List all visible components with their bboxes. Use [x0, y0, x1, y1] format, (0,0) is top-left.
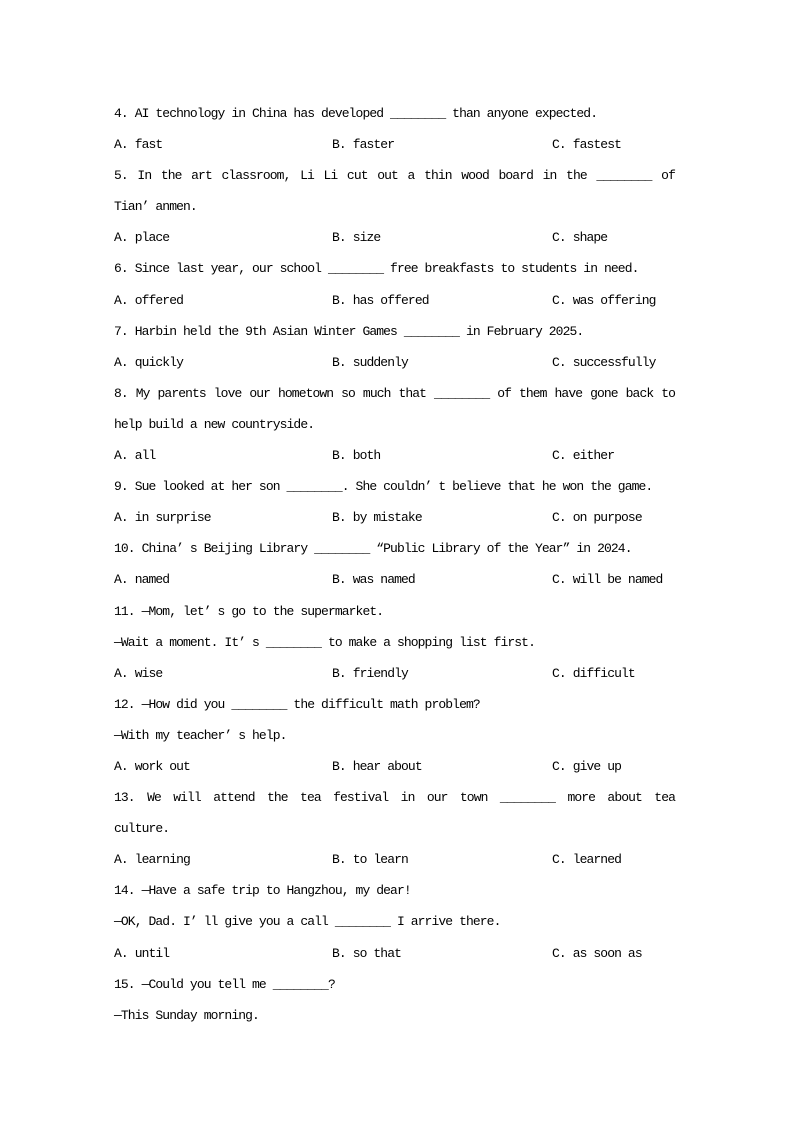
question-15-line: 15. —Could you tell me ________?: [114, 976, 335, 992]
question-6-line: 6. Since last year, our school ________ free breakfasts to students in need.: [114, 261, 639, 277]
question-8-line: 8. My parents love our hometown so much that ________ of them have gone back to: [114, 385, 675, 401]
question-14-options: [114, 938, 675, 969]
option-a: A. in surprise: [114, 510, 211, 526]
option-a: A. place: [114, 230, 170, 246]
option-a: A. until: [114, 945, 170, 961]
option-a: A. work out: [114, 758, 190, 774]
question-8-options: [114, 440, 675, 471]
option-b: B. friendly: [332, 665, 408, 681]
question-12-options: [114, 751, 675, 782]
option-b: B. by mistake: [332, 510, 422, 526]
question-7-options: [114, 347, 675, 378]
question-11-line: 11. —Mom, let’ s go to the supermarket.: [114, 603, 384, 619]
option-b: B. has offered: [332, 292, 429, 308]
option-b: B. size: [332, 230, 381, 246]
option-c: C. will be named: [552, 572, 663, 588]
question-5-line: Tian’ anmen.: [114, 199, 197, 215]
option-c: C. difficult: [552, 665, 635, 681]
option-c: C. learned: [552, 852, 622, 868]
option-b: B. hear about: [332, 758, 422, 774]
option-b: B. to learn: [332, 852, 408, 868]
question-9-options: [114, 502, 675, 533]
option-b: B. both: [332, 448, 381, 464]
question-14-line: —OK, Dad. I’ ll give you a call ________ I arrive there.: [114, 914, 501, 930]
option-c: C. was offering: [552, 292, 656, 308]
option-b: B. suddenly: [332, 354, 408, 370]
question-6-options: [114, 285, 675, 316]
option-a: A. all: [114, 448, 156, 464]
question-13-line: 13. We will attend the tea festival in our town ________ more about tea: [114, 790, 675, 806]
question-8-line: help build a new countryside.: [114, 416, 315, 432]
option-a: A. offered: [114, 292, 184, 308]
option-a: A. quickly: [114, 354, 184, 370]
option-c: C. shape: [552, 230, 608, 246]
option-a: A. fast: [114, 137, 163, 153]
option-c: C. successfully: [552, 354, 656, 370]
question-7-line: 7. Harbin held the 9th Asian Winter Games ________ in February 2025.: [114, 323, 584, 339]
option-b: B. was named: [332, 572, 415, 588]
option-b: B. so that: [332, 945, 402, 961]
option-a: A. learning: [114, 852, 190, 868]
question-4-options: [114, 129, 675, 160]
question-4-line: 4. AI technology in China has developed ________ than anyone expected.: [114, 106, 598, 121]
questions-list: [114, 98, 675, 1031]
question-5-options: [114, 222, 675, 253]
question-10-line: 10. China’ s Beijing Library ________ “Public Library of the Year” in 2024.: [114, 541, 632, 557]
question-10-options: [114, 564, 675, 595]
option-a: A. wise: [114, 665, 163, 681]
question-15-line: —This Sunday morning.: [114, 1007, 259, 1023]
question-11-options: [114, 658, 675, 689]
question-11-line: —Wait a moment. It’ s ________ to make a shopping list first.: [114, 634, 535, 650]
option-a: A. named: [114, 572, 170, 588]
option-c: C. fastest: [552, 137, 622, 153]
question-5-line: 5. In the art classroom, Li Li cut out a thin wood board in the ________ of: [114, 168, 675, 184]
option-c: C. as soon as: [552, 945, 642, 961]
question-12-line: —With my teacher’ s help.: [114, 727, 287, 743]
question-13-line: culture.: [114, 821, 170, 837]
question-14-line: 14. —Have a safe trip to Hangzhou, my dear!: [114, 883, 411, 899]
option-c: C. either: [552, 448, 615, 464]
option-c: C. on purpose: [552, 510, 642, 526]
option-c: C. give up: [552, 758, 622, 774]
question-9-line: 9. Sue looked at her son ________. She couldn’ t believe that he won the game.: [114, 479, 653, 495]
question-12-line: 12. —How did you ________ the difficult math problem?: [114, 696, 480, 712]
option-b: B. faster: [332, 137, 395, 153]
question-13-options: [114, 844, 675, 875]
